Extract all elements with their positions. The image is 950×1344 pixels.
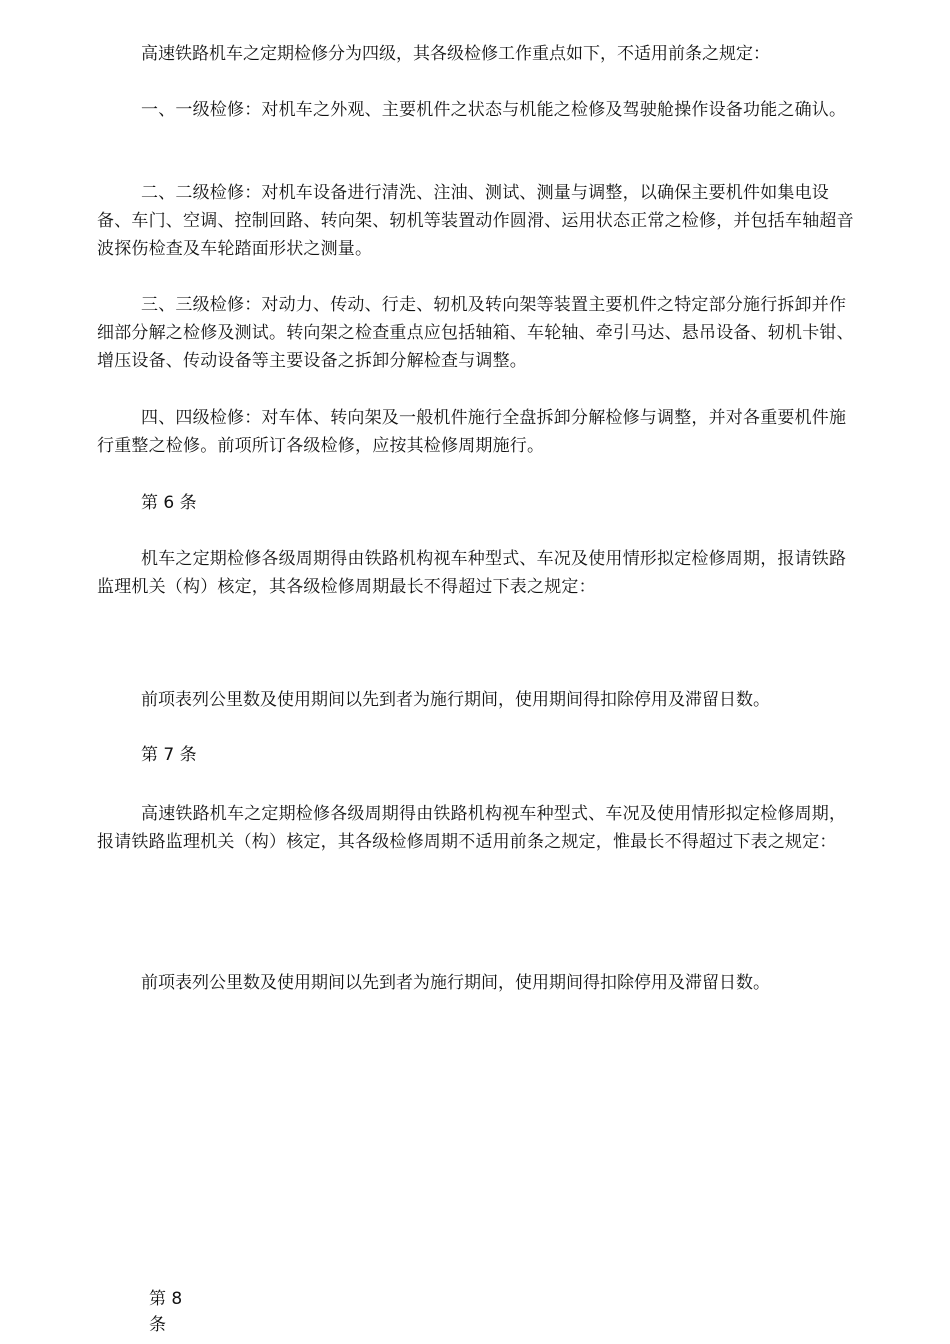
article8-title-line1: 第 8 <box>149 1289 183 1309</box>
intro-paragraph: 高速铁路机车之定期检修分为四级，其各级检修工作重点如下，不适用前条之规定： <box>141 44 770 64</box>
article7-body: 高速铁路机车之定期检修各级周期得由铁路机构视车种型式、车况及使用情形拟定检修周期，报请铁路监理机关（构）核定，其各级检修周期不适用前条之规定，惟最长不得超过下表之规定： <box>97 804 847 852</box>
article8-title-line2: 条 <box>149 1315 166 1335</box>
article6-title: 第 6 条 <box>141 493 197 513</box>
level4-paragraph: 四、四级检修：对车体、转向架及一般机件施行全盘拆卸分解检修与调整，并对各重要机件施行重整之检修。前项所订各级检修，应按其检修周期施行。 <box>97 408 847 456</box>
article7-title: 第 7 条 <box>141 745 197 765</box>
level1-paragraph: 一、一级检修：对机车之外观、主要机件之状态与机能之检修及驾驶舱操作设备功能之确认。 <box>141 100 847 120</box>
level2-paragraph: 二、二级检修：对机车设备进行清洗、注油、测试、测量与调整，以确保主要机件如集电设备、车门、空调、控制回路、转向架、轫机等装置动作圆滑、运用状态正常之检修，并包括车轴超音波探伤检查及车轮踏面形状之测量。 <box>97 183 854 259</box>
article6-note: 前项表列公里数及使用期间以先到者为施行期间，使用期间得扣除停用及滞留日数。 <box>141 690 770 710</box>
article7-note: 前项表列公里数及使用期间以先到者为施行期间，使用期间得扣除停用及滞留日数。 <box>141 973 770 993</box>
level3-paragraph: 三、三级检修：对动力、传动、行走、轫机及转向架等装置主要机件之特定部分施行拆卸并作细部分解之检修及测试。转向架之检查重点应包括轴箱、车轮轴、牵引马达、悬吊设备、轫机卡钳、增压设备、传动设备等主要设备之拆卸分解检查与调整。 <box>97 295 854 371</box>
article6-body: 机车之定期检修各级周期得由铁路机构视车种型式、车况及使用情形拟定检修周期，报请铁路监理机关（构）核定，其各级检修周期最长不得超过下表之规定： <box>97 549 847 597</box>
article8-title <box>149 1286 189 1338</box>
